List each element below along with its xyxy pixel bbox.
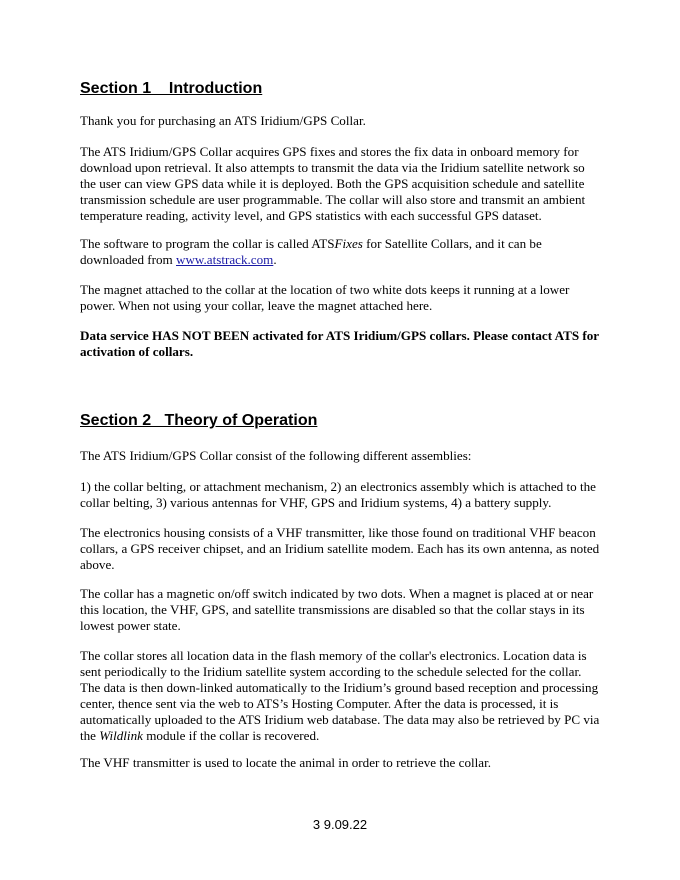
theory-assemblies: The ATS Iridium/GPS Collar consist of the following different assemblies: <box>80 448 472 463</box>
software-text-1: The software to program the collar is called ATS <box>80 236 335 251</box>
software-text-3: . <box>273 252 277 267</box>
section-1-heading: Section 1 Introduction <box>80 80 263 97</box>
intro-magnet: The magnet attached to the collar at the location of two white dots keeps it running at a lower power. When not using your collar, leave the magnet attached here. <box>80 282 570 313</box>
section-2-heading: Section 2 Theory of Operation <box>80 412 318 429</box>
software-text-2: for Satellite Collars, and it can be downloaded from <box>80 236 542 267</box>
intro-thanks: Thank you for purchasing an ATS Iridium/GPS Collar. <box>80 113 366 128</box>
storage-text-2: module if the collar is recovered. <box>142 728 320 743</box>
theory-assembly-list: 1) the collar belting, or attachment mechanism, 2) an electronics assembly which is attached to the collar belting, 3) various antennas for VHF, GPS and Iridium systems, 4) a battery supply. <box>80 479 596 510</box>
theory-magnetic-switch: The collar has a magnetic on/off switch indicated by two dots. When a magnet is placed at or near this location, the VHF, GPS, and satellite transmissions are disabled so that the collar stays in its lowest power state. <box>80 586 594 633</box>
data-service-notice: Data service HAS NOT BEEN activated for ATS Iridium/GPS collars. Please contact ATS for activation of collars. <box>80 328 599 359</box>
page-footer: 3 9.09.22 <box>312 817 368 832</box>
intro-description: The ATS Iridium/GPS Collar acquires GPS fixes and stores the fix data in onboard memory for download upon retrieval. It also attempts to transmit the data via the Iridium satellite network so the user can view GPS data while it is deployed. Both the GPS acquisition schedule and satellite transmission schedule are user programmable. The collar will also store and transmit an ambient temperature reading, activity level, and GPS statistics with each successful GPS dataset. <box>80 144 586 223</box>
wildlink-italic: Wildlink <box>99 728 143 743</box>
storage-text-1: The collar stores all location data in the flash memory of the collar's electronics. Location data is sent periodically to the Iridium satellite system according to the schedule selected for the collar. The data is then down-linked automatically to the Iridium’s ground based reception and processing center, thence sent via the web to ATS’s Hosting Computer. After the data is processed, it is automatically uploaded to the ATS Iridium web database. The data may also be retrieved by PC via the <box>80 648 600 743</box>
theory-vhf: The VHF transmitter is used to locate the animal in order to retrieve the collar. <box>80 755 491 770</box>
theory-electronics: The electronics housing consists of a VHF transmitter, like those found on traditional VHF beacon collars, a GPS receiver chipset, and an Iridium satellite modem. Each has its own antenna, as noted above. <box>80 525 600 572</box>
atstrack-link[interactable]: www.atstrack.com <box>176 252 274 267</box>
software-name-italic: Fixes <box>334 236 363 251</box>
intro-software <box>80 236 600 268</box>
theory-data-storage <box>80 648 600 744</box>
